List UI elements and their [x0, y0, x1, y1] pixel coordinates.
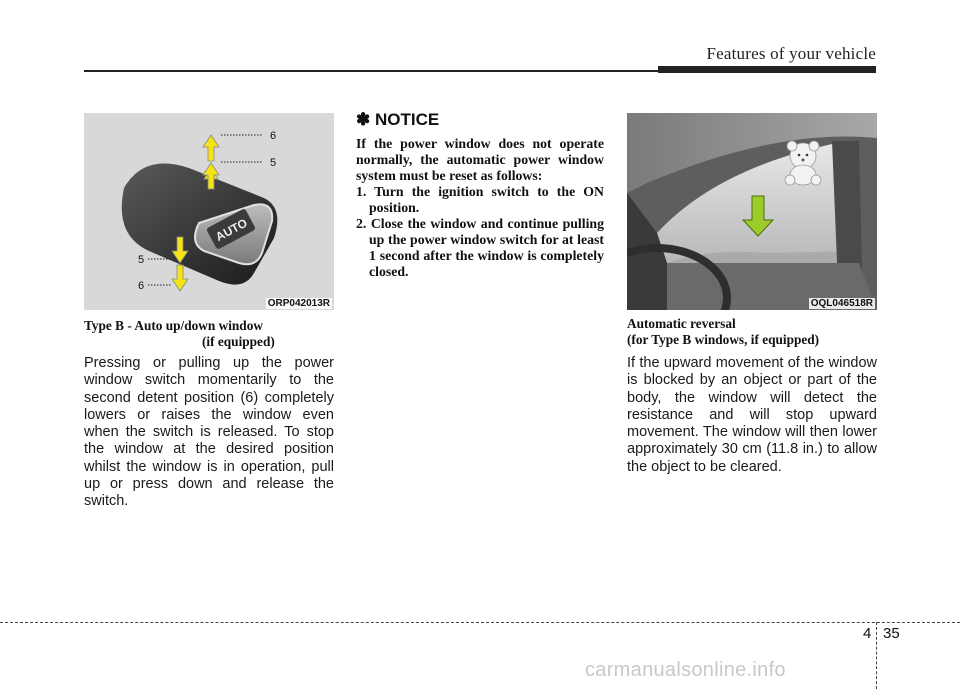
label-up-far: 6: [270, 130, 277, 142]
car-interior-illustration: [627, 113, 877, 310]
down-arrow-far: [172, 265, 188, 291]
label-up-near: 5: [270, 157, 277, 169]
caption-subtitle: (for Type B windows, if equipped): [627, 332, 820, 347]
chapter-number: 4: [863, 625, 872, 642]
footer-rule: [0, 622, 960, 623]
figure-caption: [84, 318, 334, 350]
notice-title: NOTICE: [374, 110, 440, 129]
notice-heading: [356, 110, 439, 130]
caption-title: Type B - Auto up/down window: [84, 318, 263, 333]
window-switch-figure: [84, 113, 334, 310]
auto-button-text: AUTO: [213, 215, 250, 244]
page-number: 35: [883, 625, 900, 642]
watermark: carmanualsonline.info: [585, 659, 786, 681]
figure-caption: [627, 316, 877, 348]
window-switch-illustration: [84, 113, 334, 310]
caption-subtitle: (if equipped): [202, 334, 275, 349]
notice-symbol-icon: ✽: [356, 110, 371, 129]
notice-step: 2. Close the window and continue pulling up the power window switch for at least 1 second after the window is completely closed.: [356, 216, 604, 279]
running-header: Features of your vehicle: [706, 44, 876, 63]
body-paragraph: Pressing or pulling up the power window switch momentarily to the second detent position (6) completely lowers or raises the window even when the switch is released. To stop the window at the desired position whilst the window is in operation, pull up or press down and release the switch.: [84, 355, 334, 510]
figure-code: ORP042013R: [267, 298, 330, 309]
notice-intro: If the power window does not operate normally, the automatic power window system must be reset as follows:: [356, 136, 604, 183]
notice-step: 1. Turn the ignition switch to the ON position.: [356, 184, 604, 215]
figure-code: OQL046518R: [810, 298, 873, 309]
notice-steps: [356, 184, 604, 280]
caption-title: Automatic reversal: [627, 316, 736, 331]
body-paragraph: If the upward movement of the window is blocked by an object or part of the body, the window will detect the resistance and will stop upward movement. The window will then lower approximately 30 cm (11.8 in.) to allow the object to be cleared.: [627, 355, 877, 475]
car-window-figure: [627, 113, 877, 310]
page-number-divider: [876, 622, 877, 689]
label-down-far: 6: [138, 280, 145, 292]
header-rule-thick: [658, 66, 876, 73]
label-down-near: 5: [138, 254, 145, 266]
notice-body: [356, 136, 604, 280]
